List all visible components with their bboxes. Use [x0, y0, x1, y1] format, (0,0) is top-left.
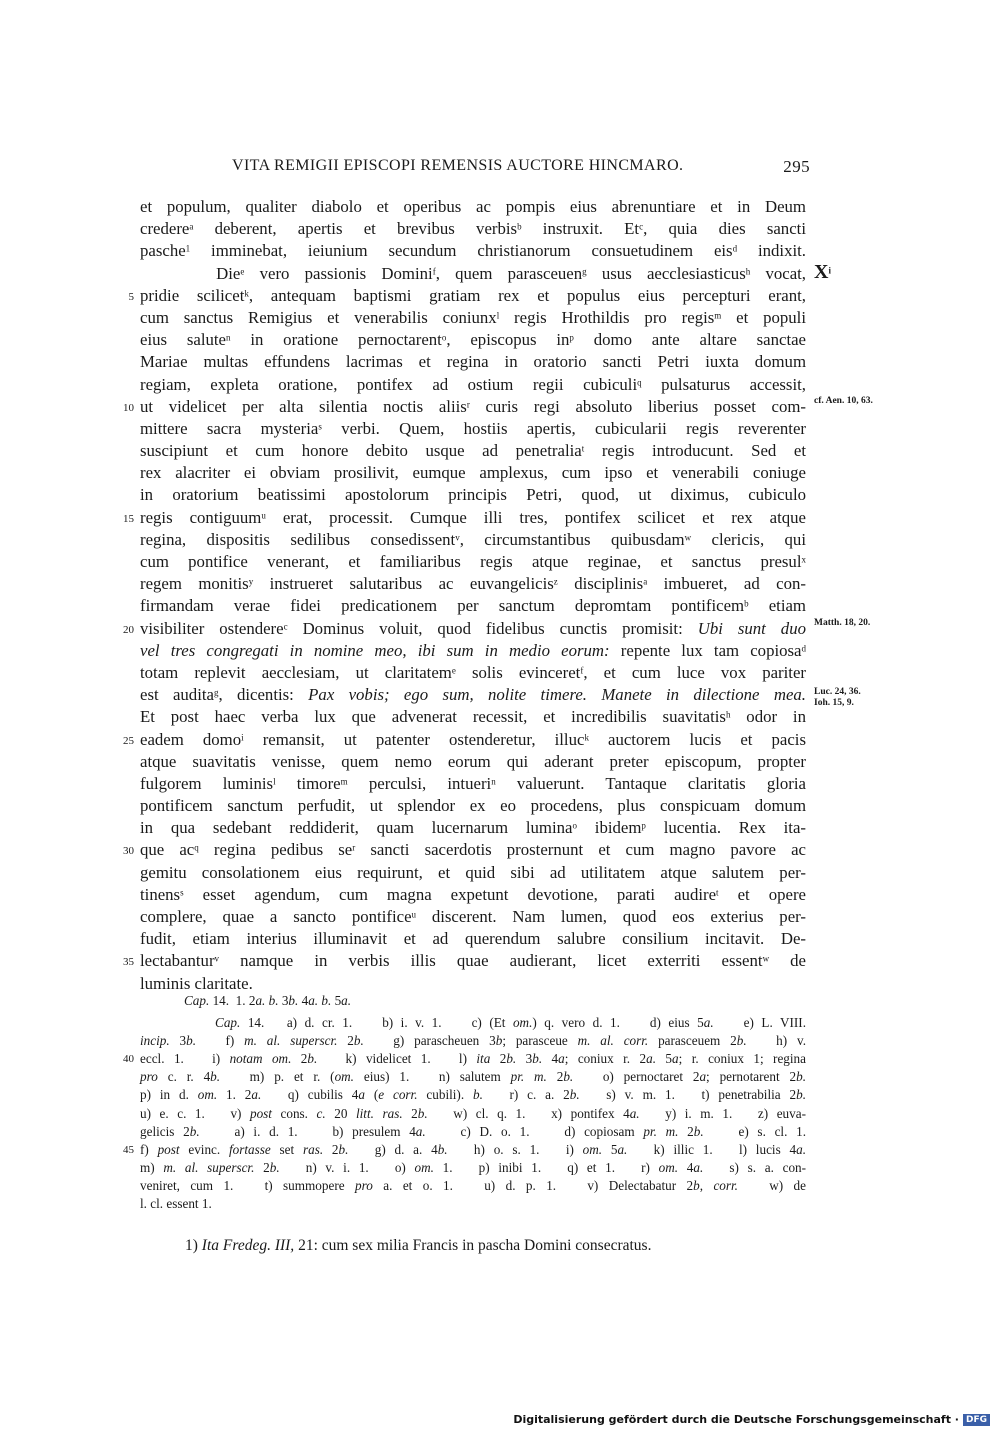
- margin-note: Matth. 18, 20.: [814, 617, 871, 628]
- dfg-credit: [513, 1413, 990, 1426]
- apparatus-line: gelicis 2b. a) i. d. 1. b) presulem 4a. c) D. o. 1. d) copiosam pr. m. 2b. e) s. cl. 1.: [140, 1123, 806, 1139]
- text-line: eius salute$^n$ in oratione pernoctarent$^o$, episcopus $in^p$ domo ante altare sanctae: [140, 330, 806, 350]
- text-line: gemitu consolationem eius requirunt, et quid sibi ad utilitatem atque salutem per-: [140, 862, 806, 882]
- line-number: 40: [123, 1053, 134, 1066]
- line-number: 10: [123, 401, 134, 414]
- margin-note: Luc. 24, 36. Ioh. 15, 9.: [814, 687, 861, 709]
- apparatus-line: Cap. 14. a) d. cr. 1. b) i. v. 1. c) (Et om.) q. vero d. 1. d) eius 5a. e) L. VIII.: [215, 1015, 806, 1031]
- text-line: vel tres congregati in nomine meo, ibi sum in medio eorum: repente lux tam copiosa$^d$: [140, 640, 806, 660]
- line-number: 25: [123, 734, 134, 747]
- apparatus-line: eccl. 1. i) notam om. 2b. k) videlicet 1. l) ita 2b. 3b. 4a; coniux r. 2a. 5a; r. coniux 1; regina 40: [140, 1050, 806, 1068]
- running-header: [140, 157, 810, 179]
- apparatus-line: p) in d. om. 1. 2a. q) cubilis 4a (e corr. cubili). b. r) c. a. 2b. s) v. m. 1. t) penetrabilia 2b.: [140, 1087, 807, 1103]
- text-line: cum pontifice venerant, et familiaribus regis atque reginae, et sanctus presul$^x$: [140, 552, 806, 571]
- text-line: cum sanctus Remigius et venerabilis coniunx$^l$ regis Hrothildis pro regis$^m$ et populi: [140, 307, 806, 327]
- text-line: fulgorem luminis$^l$ timore$^m$ perculsi, intueri$^n$ valuerunt. Tantaque claritatis gloria: [140, 773, 806, 793]
- margin-note: cf. Aen. 10, 63.: [814, 395, 873, 406]
- text-line: totam replevit aecclesiam, ut claritatem$^e$ solis evinceret$^f$, et cum luce vox pariter: [140, 662, 806, 682]
- text-line: est audita$^g$, dicentis: Pax vobis; ego sum, nolite timere. Manete in dilectione mea. Luc. 24, 36. Ioh. 15, 9.: [140, 685, 861, 709]
- text-line: eadem domo$^i$ remansit, ut patenter ostenderetur, illuc$^k$ auctorem lucis et pacis 25: [140, 729, 806, 751]
- text-line: lectabantur$^v$ namque in verbis illis quae audierant, licet exterriti essent$^w$ de 35: [140, 950, 806, 972]
- apparatus-line: m) m. al. superscr. 2b. n) v. i. 1. o) om. 1. p) inibi 1. q) et 1. r) om. 4a. s) s. a. con-: [140, 1159, 807, 1175]
- text-line: et populum, qualiter diabolo et operibus ac pompis eius abrenuntiare et in Deum: [140, 197, 806, 216]
- text-line: credere$^a$ deberent, apertis et brevibus verbis$^b$ instruxit. Et$^c$, quia dies sancti: [140, 219, 806, 239]
- dfg-logo: DFG: [963, 1414, 990, 1426]
- text-line: suscipiunt et cum honore debito usque ad penetralia$^t$ regis introducunt. Sed et: [140, 441, 806, 461]
- text-line: atque suavitatis venisse, quem nemo eorum qui aderant preter episcopum, propter: [140, 751, 806, 771]
- text-line: rex alacriter ei obviam prosilivit, eumque amplexus, cum ipso et venerabili coniuge: [140, 463, 806, 483]
- line-number: 35: [123, 956, 134, 969]
- text-line: firmandam verae fidei predicationem per sanctum depromtam pontificem$^b$ etiam: [140, 596, 806, 616]
- text-line: pridie scilicet$^k$, antequam baptismi gratiam rex et populus eius percepturi erant, 5: [140, 285, 806, 307]
- footnote: 1) Ita Fredeg. III, 21: cum sex milia Francis in pascha Domini consecratus.: [185, 1237, 652, 1254]
- running-title: VITA REMIGII EPISCOPI REMENSIS AUCTORE HINCMARO.: [232, 157, 684, 174]
- text-line: ut videlicet per alta silentia noctis aliis$^r$ curis regi absoluto liberius posset com- 10 cf. Aen. 10, 63.: [140, 396, 806, 418]
- text-line: regina, dispositis sedilibus consedissent$^v$, circumstantibus quibusdam$^w$ clericis, qui: [140, 529, 806, 549]
- text-line: regis contiguum$^u$ erat, processit. Cumque illi tres, pontifex scilicet et rex atque 15: [140, 507, 806, 529]
- text-line: regiam, expleta oratione, pontifex ad ostium regii cubiculi$^q$ pulsaturus accessit,: [140, 374, 806, 394]
- text-line: tinens$^s$ esset agendum, cum magna expetunt devotione, parati audire$^t$ et opere: [140, 884, 806, 904]
- apparatus-line: u) e. c. 1. v) post cons. c. 20 litt. ras. 2b. w) cl. q. 1. x) pontifex 4a. y) i. m. 1. z) euva-: [140, 1105, 806, 1121]
- page-number: 295: [783, 157, 810, 176]
- apparatus-line: f) post evinc. fortasse set ras. 2b. g) d. a. 4b. h) o. s. 1. i) om. 5a. k) illic 1. l) lucis 4a. 45: [140, 1141, 806, 1159]
- line-number: 5: [128, 290, 134, 303]
- text-line: visibiliter ostendere$^c$ Dominus voluit, quod fidelibus cunctis promisit: Ubi sunt duo 20 Matth. 18, 20.: [140, 618, 806, 640]
- main-text: [123, 196, 873, 995]
- margin-note: $X^i$: [814, 260, 831, 283]
- text-line: que $ac^q$ regina pedibus $se^r$ sancti sacerdotis prosternunt et cum magno pavore ac 30: [140, 839, 806, 861]
- line-number: 45: [123, 1143, 134, 1156]
- apparatus-line: l. cl. essent 1.: [140, 1196, 212, 1212]
- apparatus-line: pro c. r. 4b. m) p. et r. (om. eius) 1. n) salutem pr. m. 2b. o) pernoctaret 2a; pernotarent 2b.: [140, 1069, 806, 1085]
- apparatus-line: veniret, cum 1. t) summopere pro a. et o. 1. u) d. p. 1. v) Delectabatur 2b, corr. w) de: [140, 1177, 807, 1193]
- text-line: pontificem sanctum perfudit, ut splendor ex eo procedens, plus conspicuam domum: [140, 796, 806, 816]
- text-line: pasche$^1$ imminebat, ieiunium secundum christianorum consuetudinem eis$^d$ indixit.: [140, 241, 806, 261]
- text-line: in oratorium beatissimi apostolorum principis Petri, quod, ut diximus, cubiculo: [140, 485, 806, 505]
- dfg-credit-text: Digitalisierung gefördert durch die Deutsche Forschungsgemeinschaft ·: [513, 1413, 959, 1426]
- critical-apparatus: [123, 992, 807, 1213]
- line-number: 20: [123, 623, 134, 636]
- text-line: Et post haec verba lux que advenerat recessit, et incredibilis suavitatis$^h$ odor in: [140, 707, 806, 727]
- text-line: Mariae multas effundens lacrimas et regina in oratorio sancti Petri iuxta domum: [140, 352, 806, 372]
- text-line: luminis claritate.: [140, 973, 253, 993]
- text-line: fudit, etiam interius illuminavit et ad querendum salubre consilium incitavit. De-: [140, 929, 806, 949]
- apparatus-line: incip. 3b. f) m. al. superscr. 2b. g) parascheuen 3b; parasceue m. al. corr. parasceuem 2b. h) v.: [140, 1033, 807, 1049]
- line-number: 15: [123, 512, 134, 525]
- text-line: Die$^e$ vero passionis Domini$^f$, quem parasceuen$^g$ usus aecclesiasticus$^h$ vocat, $X^i$: [140, 260, 831, 283]
- line-number: 30: [123, 845, 134, 858]
- text-line: regem monitis$^y$ instrueret salutaribus ac euvangelicis$^z$ disciplinis$^a$ imbueret, ad con-: [140, 574, 806, 594]
- text-line: mittere sacra mysteria$^s$ verbi. Quem, hostiis apertis, cubicularii regis reverenter: [140, 418, 806, 438]
- apparatus-line: Cap. 14. 1. 2a. b. 3b. 4a. b. 5a.: [184, 993, 352, 1008]
- text-line: complere, quae a sancto pontifice$^u$ discerent. Nam lumen, quod eos exterius per-: [140, 907, 806, 926]
- text-line: in qua sedebant reddiderit, quam lucernarum lumina$^o$ ibidem$^p$ lucentia. Rex ita-: [140, 818, 806, 838]
